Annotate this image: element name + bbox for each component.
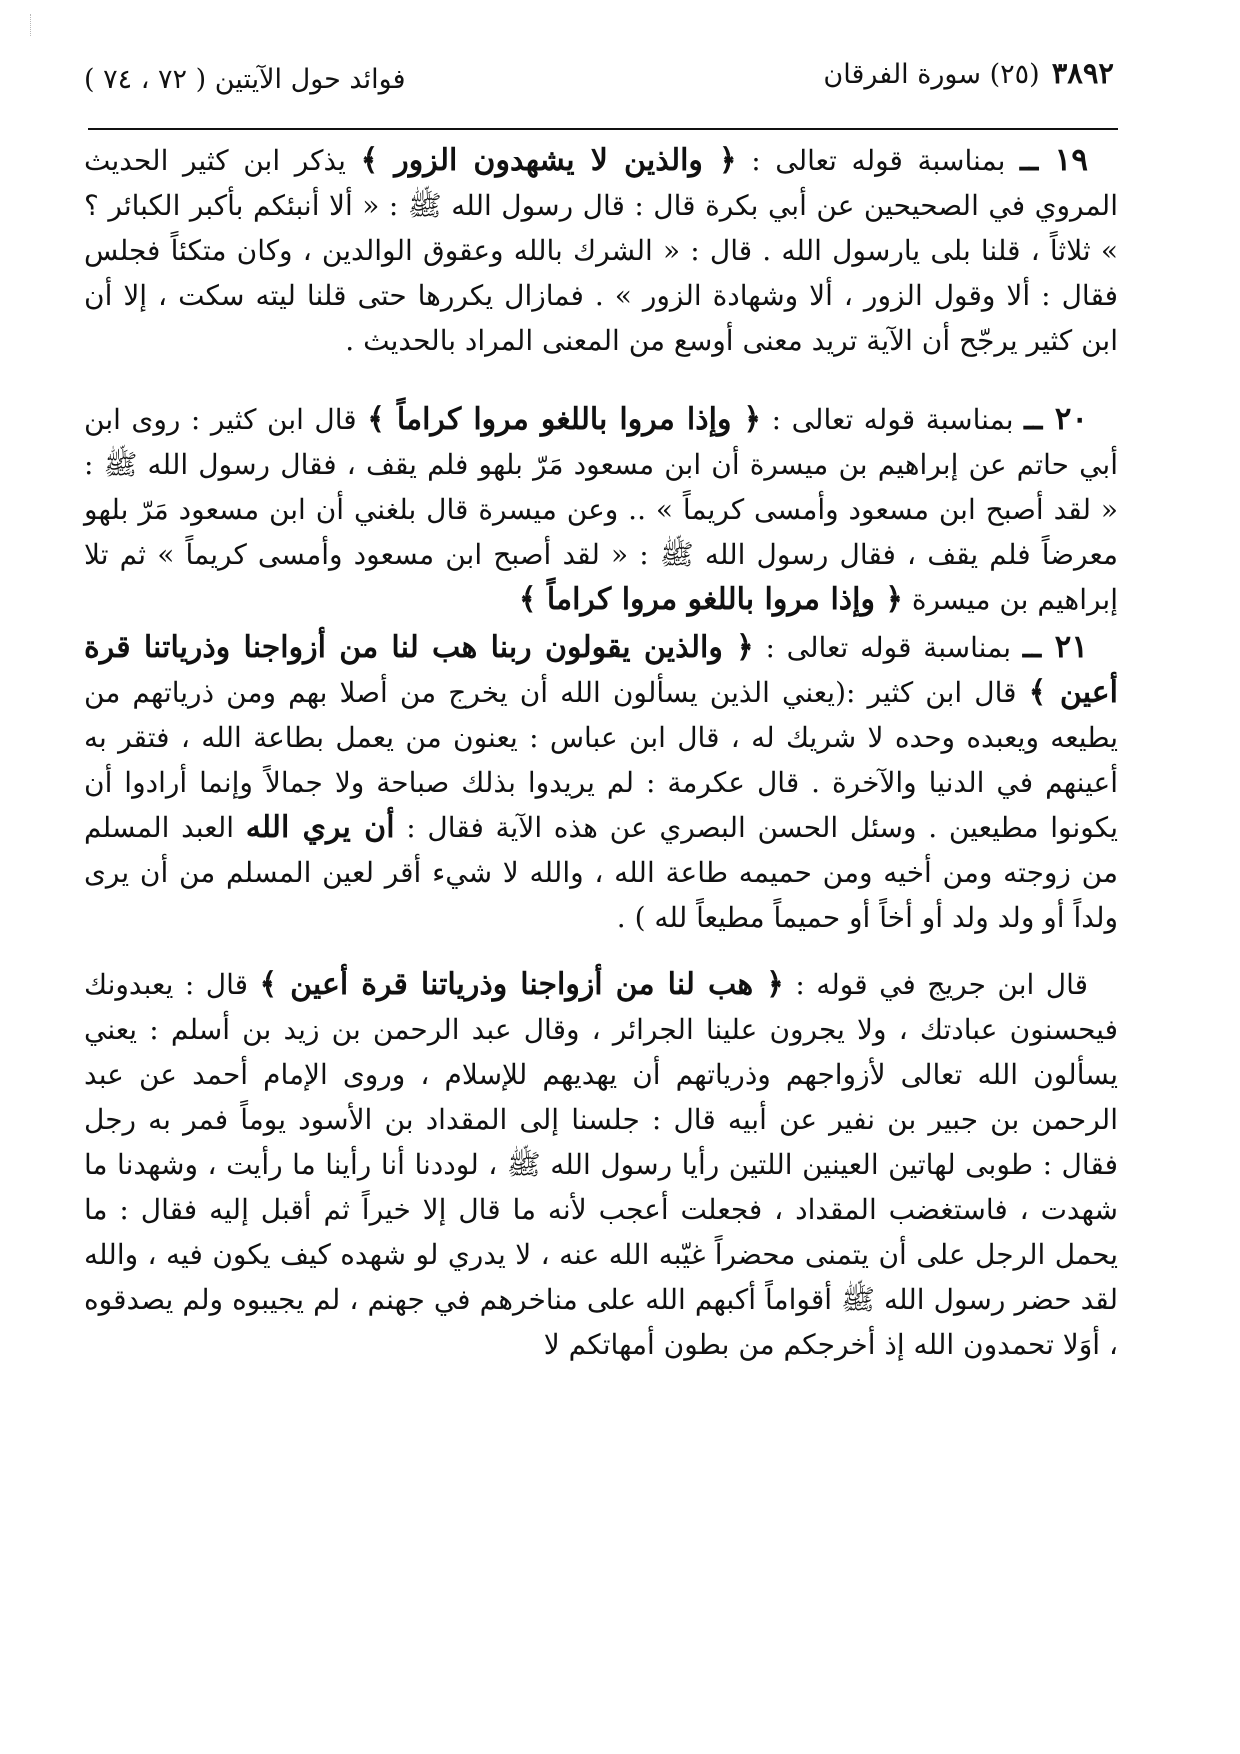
- quran-verse: ﴿ والذين يقولون ربنا هب لنا من أزواجنا وذرياتنا قرة أعين ﴾: [84, 630, 1118, 710]
- section-number: ٢١ ــ: [1022, 629, 1088, 665]
- quran-verse: ﴿ هب لنا من أزواجنا وذرياتنا قرة أعين ﴾: [259, 967, 784, 1002]
- quran-verse: ﴿ والذين لا يشهدون الزور ﴾: [360, 143, 737, 178]
- quran-verse: ﴿ وإذا مروا باللغو مروا كراماً ﴾: [367, 402, 762, 437]
- section-ibn-jurayj: [84, 962, 1118, 1367]
- section-body: يذكر ابن كثير الحديث المروي في الصحيحين عن أبي بكرة قال : قال رسول الله ﷺ : « ألا أنبئكم بأكبر الكبائر ؟ » ثلاثاً ، قلنا بلى يارسول الله . قال : « الشرك بالله وعقوق الوالدين ، وكان متكئاً فجلس فقال : ألا وقول الزور ، ألا وشهادة الزور » . فمازال يكررها حتى قلنا ليته سكت ، إلا أن ابن كثير يرجّح أن الآية تريد معنى أوسع من المعنى المراد بالحديث .: [84, 144, 1118, 357]
- quran-verse-closing: ﴿ وإذا مروا باللغو مروا كراماً ﴾: [518, 582, 903, 617]
- section-21: [84, 625, 1118, 940]
- section-body: قال : يعبدونك فيحسنون عبادتك ، ولا يجرون علينا الجرائر ، وقال عبد الرحمن بن زيد بن أسلم : يعني يسألون الله تعالى لأزواجهم وذرياتهم أن يهديهم للإسلام ، وروى الإمام أحمد عن عبد الرحمن بن جبير بن نفير عن أبيه قال : جلسنا إلى المقداد بن الأسود يوماً فمر به رجل فقال : طوبى لهاتين العينين اللتين رأيا رسول الله ﷺ ، لوددنا أنا رأينا ما رأيت ، وشهدنا ما شهدت ، فاستغضب المقداد ، فجعلت أعجب لأنه ما قال إلا خيراً ثم أقبل إليه فقال : ما يحمل الرجل على أن يتمنى محضراً غيّبه الله عنه ، لا يدري لو شهده كيف يكون فيه ، والله لقد حضر رسول الله ﷺ أقواماً أكبهم الله على مناخرهم في جهنم ، لم يجيبوه ولم يصدقوه ، أوَلا تحمدون الله إذ أخرجكم من بطون أمهاتكم لا: [84, 968, 1118, 1361]
- section-number: ٢٠ ــ: [1024, 401, 1089, 437]
- surah-title: (٢٥) سورة الفرقان: [823, 59, 1040, 90]
- section-intro: قال ابن جريج في قوله :: [795, 968, 1089, 1001]
- section-intro: بمناسبة قوله تعالى :: [751, 144, 1006, 177]
- emphasis-phrase: أن يري الله: [245, 810, 395, 845]
- scan-margin-mark: [30, 14, 37, 36]
- section-body-start: قال ابن كثير :(يعني الذين يسألون الله أن يخرج من أصلا بهم ومن ذرياتهم من يطيعه ويعبده وحده لا شريك له ، قال ابن عباس : يعنون من يعمل بطاعة الله ، فتقر به أعينهم في الدنيا والآخرة . قال عكرمة : لم يريدوا بذلك صباحة ولا جمالاً وإنما أرادوا أن يكونوا مطيعين . وسئل الحسن البصري عن هذه الآية فقال :: [84, 676, 1119, 844]
- section-body: قال ابن كثير : روى ابن أبي حاتم عن إبراهيم بن ميسرة أن ابن مسعود مَرّ بلهو فلم يقف ، فقال رسول الله ﷺ : « لقد أصبح ابن مسعود وأمسى كريماً » .. وعن ميسرة قال بلغني أن ابن مسعود مَرّ بلهو معرضاً فلم يقف ، فقال رسول الله ﷺ : « لقد أصبح ابن مسعود وأمسى كريماً » ثم تلا إبراهيم بن ميسرة: [84, 403, 1119, 616]
- section-body-end: العبد المسلم من زوجته ومن أخيه ومن حميمه طاعة الله ، والله لا شيء أقر لعين المسلم من أن يرى ولداً أو ولد ولد أو أخاً أو حميماً مطيعاً لله ) .: [84, 811, 1118, 934]
- running-header: [84, 56, 1114, 106]
- section-number: ١٩ ــ: [1020, 142, 1088, 178]
- section-19: [84, 138, 1118, 363]
- page-number: ٣٨٩٢: [1051, 56, 1114, 90]
- header-topic: فوائد حول الآيتين ( ٧٢ ، ٧٤ ): [84, 64, 406, 95]
- page-content: [84, 138, 1118, 1367]
- section-intro: بمناسبة قوله تعالى :: [771, 403, 1014, 436]
- section-intro: بمناسبة قوله تعالى :: [765, 631, 1012, 664]
- header-divider: [88, 128, 1118, 130]
- section-20: [84, 397, 1118, 622]
- header-right: [823, 56, 1114, 90]
